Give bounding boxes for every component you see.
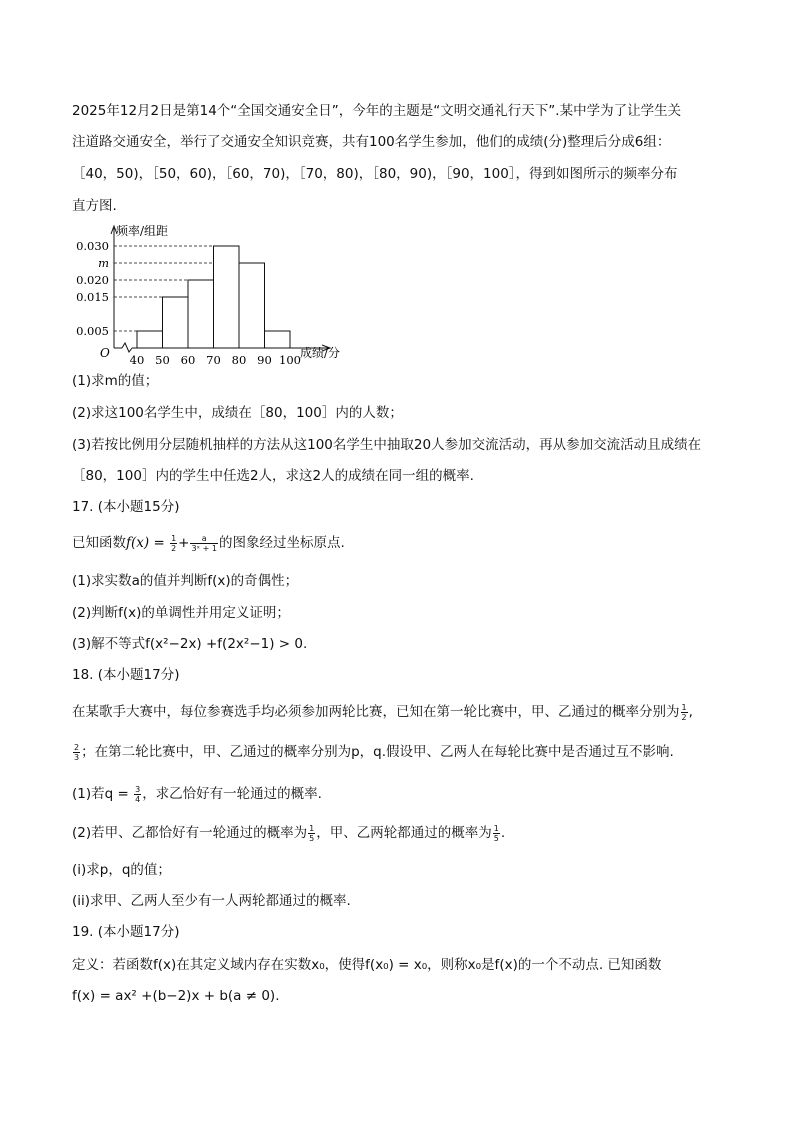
origin-label: O bbox=[100, 346, 110, 360]
x-tick-label: 80 bbox=[231, 353, 247, 367]
fraction-numerator: a bbox=[190, 534, 218, 544]
q18-heading: 18. (本小题17分) bbox=[72, 667, 180, 683]
q16-part3-a: (3)若按比例用分层随机抽样的方法从这100名学生中抽取20人参加交流活动，再从参加交流活动且成绩在 bbox=[72, 437, 702, 453]
histogram-bar bbox=[239, 263, 265, 348]
q18-part2 bbox=[72, 823, 505, 843]
q18-stem-text-2: ；在第二轮比赛中，甲、乙通过的概率分别为p，q.假设甲、乙两人在每轮比赛中是否通过互不影响. bbox=[81, 744, 674, 760]
q19-stem-2: f(x) = ax² +(b−2)x + b(a ≠ 0). bbox=[72, 988, 280, 1004]
q17-stem bbox=[72, 533, 345, 553]
q17-part3: (3)解不等式f(x²−2x) +f(2x²−1) > 0. bbox=[72, 636, 308, 652]
intro-line-1: 2025年12月2日是第14个“全国交通安全日”，今年的主题是“文明交通礼行天下”.某中学为了让学生关 bbox=[72, 103, 682, 119]
fraction-denominator: 5 bbox=[309, 833, 315, 843]
fraction-denominator: 5 bbox=[493, 833, 499, 843]
q17-heading: 17. (本小题15分) bbox=[72, 499, 180, 515]
q19-stem-1: 定义：若函数f(x)在其定义域内存在实数x₀，使得f(x₀) = x₀，则称x₀是f(x)的一个不动点. 已知函数 bbox=[72, 957, 662, 973]
x-tick-label: 90 bbox=[257, 353, 272, 367]
intro-line-3: ［40，50)，［50，60)，［60，70)，［70，80)，［80，90)，［90，100］，得到如图所示的频率分布 bbox=[72, 166, 678, 182]
q16-part2: (2)求这100名学生中，成绩在［80，100］内的人数； bbox=[72, 405, 403, 421]
y-tick-label: 0.015 bbox=[76, 290, 109, 304]
q18-part2-end: . bbox=[500, 825, 506, 841]
x-axis-title: 成绩/分 bbox=[300, 346, 341, 360]
q17-part2: (2)判断f(x)的单调性并用定义证明； bbox=[72, 605, 290, 621]
q18-part2-ii: (ii)求甲、乙两人至少有一人两轮都通过的概率. bbox=[72, 893, 351, 909]
fraction-numerator: 1 bbox=[309, 823, 315, 833]
y-tick-label: 0.020 bbox=[76, 273, 109, 287]
histogram-bar bbox=[137, 331, 163, 348]
q18-fraction-two-thirds bbox=[73, 743, 80, 762]
q17-fx: f(x) bbox=[126, 535, 150, 551]
q16-part1: (1)求m的值； bbox=[72, 373, 159, 389]
q17-fraction-1 bbox=[170, 534, 177, 553]
q17-fraction-2 bbox=[190, 534, 218, 553]
q18-fraction-three-quarters bbox=[134, 785, 141, 804]
x-tick-label: 100 bbox=[279, 353, 301, 367]
fraction-denominator: 3 bbox=[74, 752, 80, 762]
histogram-bar bbox=[163, 297, 189, 348]
q18-part1-pre: (1)若q = bbox=[72, 786, 134, 802]
q18-stem-2 bbox=[72, 742, 674, 762]
q17-plus: + bbox=[178, 535, 190, 551]
q17-eq: = bbox=[149, 535, 170, 551]
histogram-bar bbox=[214, 246, 240, 348]
fraction-denominator: 4 bbox=[135, 794, 141, 804]
q18-stem-1 bbox=[72, 702, 693, 722]
q18-stem-text: 在某歌手大赛中，每位参赛选手均必须参加两轮比赛，已知在第一轮比赛中，甲、乙通过的概率分别为 bbox=[72, 704, 680, 720]
q17-stem-post: 的图象经过坐标原点. bbox=[219, 535, 345, 551]
frequency-histogram bbox=[60, 218, 380, 368]
y-tick-label: 0.005 bbox=[76, 324, 109, 338]
x-tick-label: 40 bbox=[129, 353, 145, 367]
q18-part2-i: (i)求p，q的值； bbox=[72, 862, 171, 878]
fraction-denominator: 3ˣ + 1 bbox=[191, 543, 217, 553]
x-axis-break bbox=[122, 343, 132, 352]
q18-part1-post: ，求乙恰好有一轮通过的概率. bbox=[142, 786, 322, 802]
q18-comma: , bbox=[688, 704, 693, 720]
intro-line-2: 注道路交通安全，举行了交通安全知识竞赛，共有100名学生参加，他们的成绩(分)整理后分成6组： bbox=[72, 134, 671, 150]
x-tick-label: 50 bbox=[155, 353, 170, 367]
fraction-numerator: 1 bbox=[681, 702, 687, 712]
q16-part3-b: ［80，100］内的学生中任选2人，求这2人的成绩在同一组的概率. bbox=[72, 468, 474, 484]
x-tick-label: 70 bbox=[206, 353, 221, 367]
q18-part2-mid: ，甲、乙两轮都通过的概率为 bbox=[316, 825, 492, 841]
intro-line-4: 直方图. bbox=[72, 198, 117, 214]
q18-fraction-fifth-2 bbox=[493, 824, 500, 843]
y-tick-label: m bbox=[98, 256, 109, 270]
q18-fraction-fifth-1 bbox=[308, 824, 315, 843]
fraction-numerator: 2 bbox=[74, 742, 80, 752]
histogram-bar bbox=[188, 280, 214, 348]
fraction-denominator: 2 bbox=[171, 543, 177, 553]
y-tick-label: 0.030 bbox=[76, 239, 109, 253]
q19-heading: 19. (本小题17分) bbox=[72, 924, 180, 940]
q18-part1 bbox=[72, 784, 322, 804]
fraction-numerator: 3 bbox=[135, 784, 141, 794]
fraction-denominator: 2 bbox=[681, 712, 687, 722]
x-tick-label: 60 bbox=[180, 353, 196, 367]
q17-part1: (1)求实数a的值并判断f(x)的奇偶性； bbox=[72, 573, 299, 589]
histogram-bar bbox=[265, 331, 291, 348]
fraction-numerator: 1 bbox=[493, 823, 499, 833]
fraction-numerator: 1 bbox=[171, 533, 177, 543]
y-axis-title: 频率/组距 bbox=[116, 224, 169, 238]
q17-stem-pre: 已知函数 bbox=[72, 535, 126, 551]
q18-fraction-half bbox=[681, 703, 688, 722]
q18-part2-pre: (2)若甲、乙都恰好有一轮通过的概率为 bbox=[72, 825, 308, 841]
